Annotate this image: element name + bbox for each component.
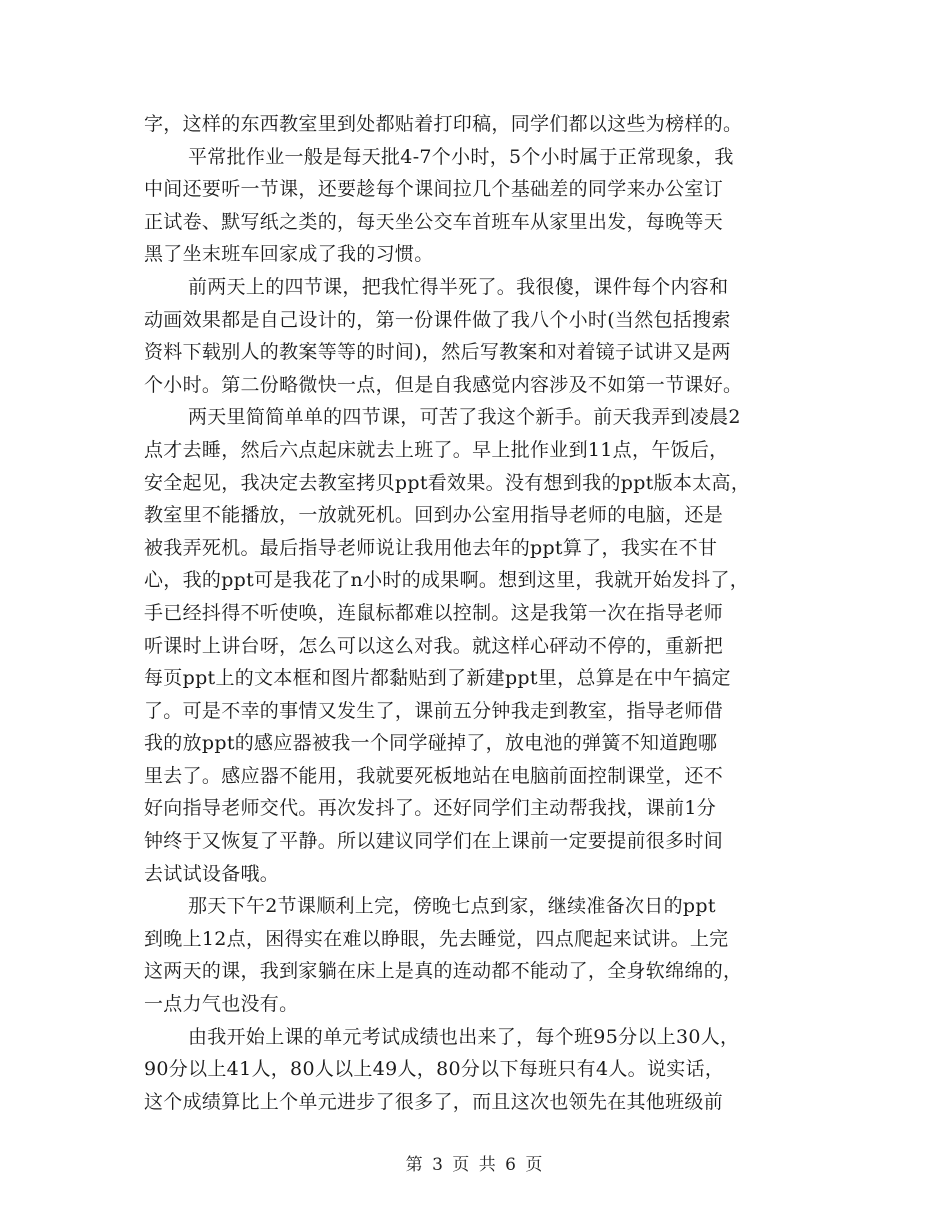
text-line: 这个成绩算比上个单元进步了很多了，而且这次也领先在其他班级前 <box>144 1090 724 1113</box>
text-line: 字，这样的东西教室里到处都贴着打印稿，同学们都以这些为榜样的。 <box>144 113 743 135</box>
text-line: 那天下午2节课顺利上完，傍晚七点到家，继续准备次日的ppt <box>188 895 716 918</box>
text-line: 两天里简简单单的四节课，可苦了我这个新手。前天我弄到凌晨2 <box>188 406 741 429</box>
text-line: 好向指导老师交代。再次发抖了。还好同学们主动帮我找，课前1分 <box>144 797 717 820</box>
text-line: 了。可是不幸的事情又发生了，课前五分钟我走到教室，指导老师借 <box>144 699 724 722</box>
text-line: 90分以上41人，80人以上49人，80分以下每班只有4人。说实话， <box>144 1058 725 1081</box>
text-line: 个小时。第二份略微快一点，但是自我感觉内容涉及不如第一节课好。 <box>144 373 743 396</box>
text-line: 钟终于又恢复了平静。所以建议同学们在上课前一定要提前很多时间 <box>144 830 724 853</box>
text-line: 由我开始上课的单元考试成绩也出来了，每个班95分以上30人， <box>188 1025 740 1048</box>
page-footer: 第 3 页 共 6 页 <box>405 1155 545 1175</box>
text-line: 正试卷、默写纸之类的，每天坐公交车首班车从家里出发，每晚等天 <box>144 210 724 233</box>
text-line: 去试试设备哦。 <box>144 862 280 885</box>
text-line: 资料下载别人的教案等等的时间)，然后写教案和对着镜子试讲又是两 <box>144 341 731 364</box>
text-line: 动画效果都是自己设计的，第一份课件做了我八个小时(当然包括搜索 <box>144 308 731 331</box>
text-line: 黑了坐末班车回家成了我的习惯。 <box>144 243 434 266</box>
text-line: 心，我的ppt可是我花了n小时的成果啊。想到这里，我就开始发抖了， <box>144 569 750 592</box>
text-line: 听课时上讲台呀，怎么可以这么对我。就这样心砰动不停的，重新把 <box>144 634 724 657</box>
text-line: 被我弄死机。最后指导老师说让我用他去年的ppt算了，我实在不甘 <box>144 536 718 559</box>
document-body <box>144 108 834 1118</box>
text-line: 里去了。感应器不能用，我就要死板地站在电脑前面控制课堂，还不 <box>144 764 724 787</box>
text-line: 我的放ppt的感应器被我一个同学碰掉了，放电池的弹簧不知道跑哪 <box>144 732 718 755</box>
text-line: 前两天上的四节课，把我忙得半死了。我很傻，课件每个内容和 <box>188 275 729 298</box>
text-line: 这两天的课，我到家躺在床上是真的连动都不能动了，全身软绵绵的， <box>144 960 743 983</box>
text-line: 一点力气也没有。 <box>144 993 299 1016</box>
text-line: 中间还要听一节课，还要趁每个课间拉几个基础差的同学来办公室订 <box>144 178 724 201</box>
text-line: 安全起见，我决定去教室拷贝ppt看效果。没有想到我的ppt版本太高， <box>144 471 751 494</box>
text-line: 点才去睡，然后六点起床就去上班了。早上批作业到11点，午饭后， <box>144 438 729 461</box>
text-line: 每页ppt上的文本框和图片都黏贴到了新建ppt里，总算是在中午搞定 <box>144 667 731 690</box>
text-line: 到晚上12点，困得实在难以睁眼，先去睡觉，四点爬起来试讲。上完 <box>144 927 729 950</box>
text-line: 平常批作业一般是每天批4-7个小时，5个小时属于正常现象，我 <box>188 145 734 168</box>
text-line: 教室里不能播放，一放就死机。回到办公室用指导老师的电脑，还是 <box>144 504 724 527</box>
text-line: 手已经抖得不听使唤，连鼠标都难以控制。这是我第一次在指导老师 <box>144 601 724 624</box>
